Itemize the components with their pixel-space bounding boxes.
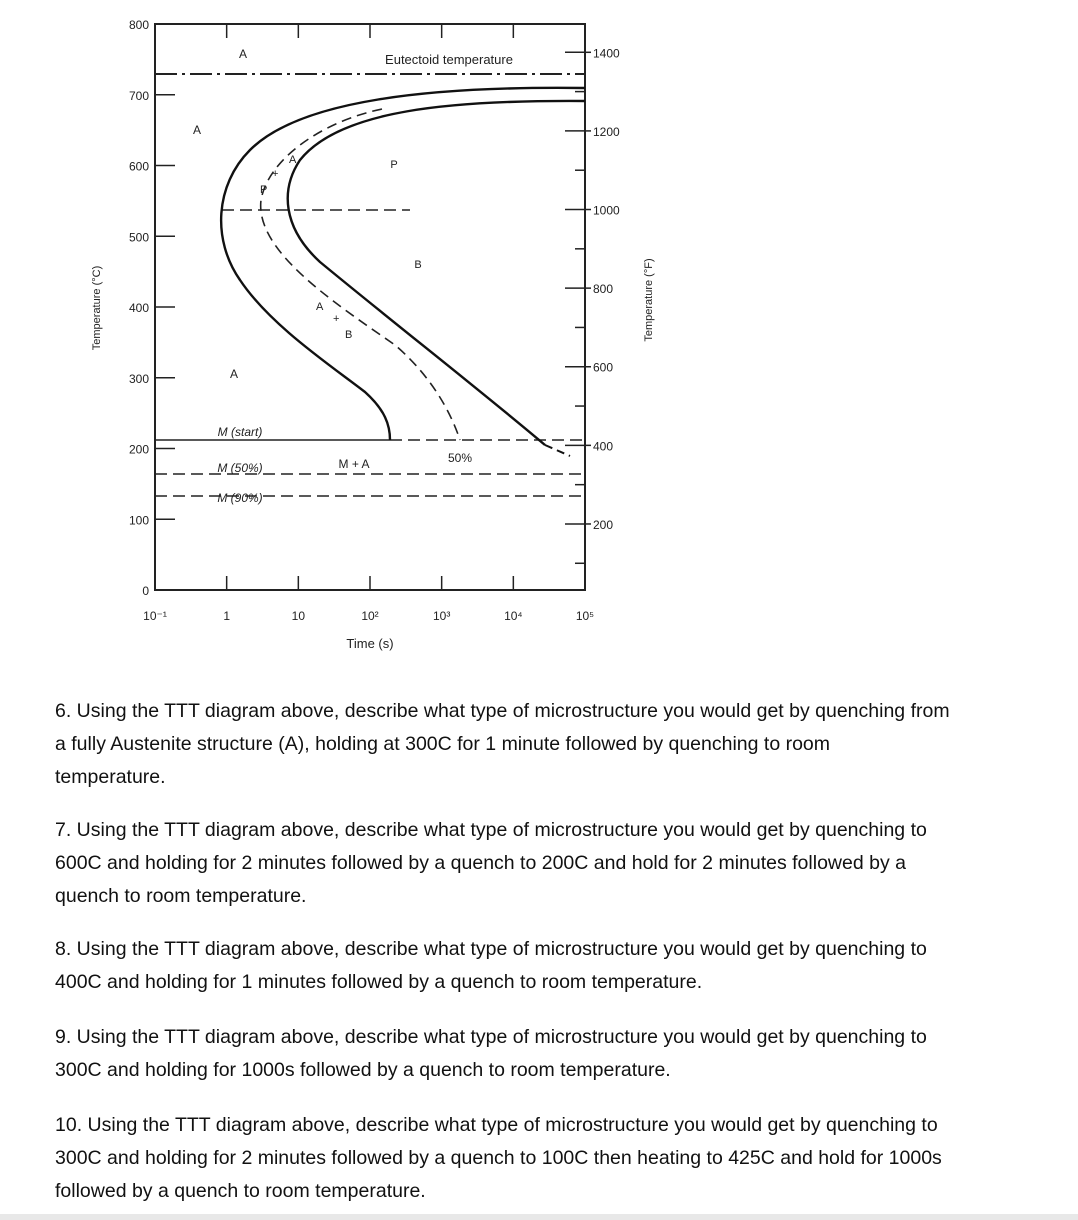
question-8 [55,933,927,999]
region-label-b: B [414,259,422,271]
m-50-label: M (50%) [217,461,263,475]
region-label-m-plus-a: M + A [338,457,370,471]
question-line: 7. Using the TTT diagram above, describe what type of microstructure you would get by quenching to [55,819,927,841]
question-line: 6. Using the TTT diagram above, describe what type of microstructure you would get by quenching from [55,700,950,722]
region-label-p-plus-a-a: A [289,154,297,166]
y-axis-left-labels [129,18,149,598]
y-left-tick-label: 800 [128,18,149,32]
y-right-tick-label: 200 [593,517,614,532]
m-start-label: M (start) [217,425,263,439]
m-90-label: M (90%) [217,491,263,505]
region-label-a-plus-b-b: B [345,329,353,341]
y-right-tick-label: 1200 [593,124,620,139]
axis-ticks [155,24,591,590]
region-label-p: P [390,159,398,171]
question-9 [55,1021,927,1087]
region-label-a-left: A [192,123,202,137]
region-label-a-plus-b-a: A [316,301,324,313]
question-line: temperature. [55,766,166,788]
question-line: a fully Austenite structure (A), holding at 300C for 1 minute followed by quenching to room [55,733,831,755]
x-axis-title: Time (s) [346,636,394,651]
y-right-tick-label: 1000 [593,203,620,218]
eutectoid-label: Eutectoid temperature [385,52,513,67]
y-right-tick-label: 800 [593,282,614,297]
question-line: quench to room temperature. [55,885,307,907]
y-left-tick-label: 0 [142,584,149,598]
y-left-tick-label: 500 [128,230,149,245]
question-line: 400C and holding for 1 minutes followed by a quench to room temperature. [55,971,703,993]
y-left-tick-label: 600 [128,159,149,174]
y-axis-right-title: Temperature (°F) [643,258,655,342]
x-tick-label: 10³ [432,609,451,623]
y-left-tick-label: 200 [128,442,149,457]
transformation-start-curve [221,88,585,440]
region-label-50pct: 50% [447,451,473,465]
y-left-tick-label: 700 [128,88,149,103]
region-label-a-plus-b-plus: + [333,313,340,325]
x-tick-label: 10² [361,609,379,623]
x-tick-label: 10⁵ [575,609,595,623]
transformation-finish-curve-dashed [545,445,570,456]
x-axis-labels [143,609,594,623]
region-label-a-low: A [229,367,239,381]
question-line: 600C and holding for 2 minutes followed by a quench to 200C and hold for 2 minutes followed by a [55,852,906,874]
y-right-tick-label: 600 [593,360,614,375]
y-right-tick-label: 1400 [593,46,620,61]
y-left-tick-label: 100 [128,513,149,528]
question-line: 300C and holding for 2 minutes followed by a quench to 100C then heating to 425C and hold for 1000s [55,1147,942,1169]
x-tick-label: 10⁻¹ [143,609,167,623]
question-line: followed by a quench to room temperature. [55,1180,426,1202]
y-left-tick-label: 400 [128,301,149,315]
page-bottom-edge [0,1214,1078,1220]
y-left-tick-label: 300 [128,371,149,386]
plot-frame [155,24,585,590]
question-line: 8. Using the TTT diagram above, describe what type of microstructure you would get by quenching to [55,938,927,960]
question-10 [55,1109,942,1208]
question-6 [55,695,950,794]
transformation-finish-curve [288,101,585,445]
question-7 [55,814,927,913]
question-line: 10. Using the TTT diagram above, describe what type of microstructure you would get by quenching to [55,1114,938,1136]
x-tick-label: 1 [223,609,231,623]
y-axis-right-labels [593,46,620,532]
x-tick-label: 10 [291,609,306,623]
question-line: 300C and holding for 1000s followed by a quench to room temperature. [55,1059,671,1081]
region-label-p-plus-a-plus: + [272,168,279,180]
region-label-a-top: A [238,47,248,61]
y-axis-left-title: Temperature (°C) [91,265,103,351]
region-label-p-plus-a-p: P [260,184,268,196]
question-line: 9. Using the TTT diagram above, describe what type of microstructure you would get by quenching to [55,1026,927,1048]
x-tick-label: 10⁴ [504,609,523,623]
y-right-tick-label: 400 [593,439,614,454]
